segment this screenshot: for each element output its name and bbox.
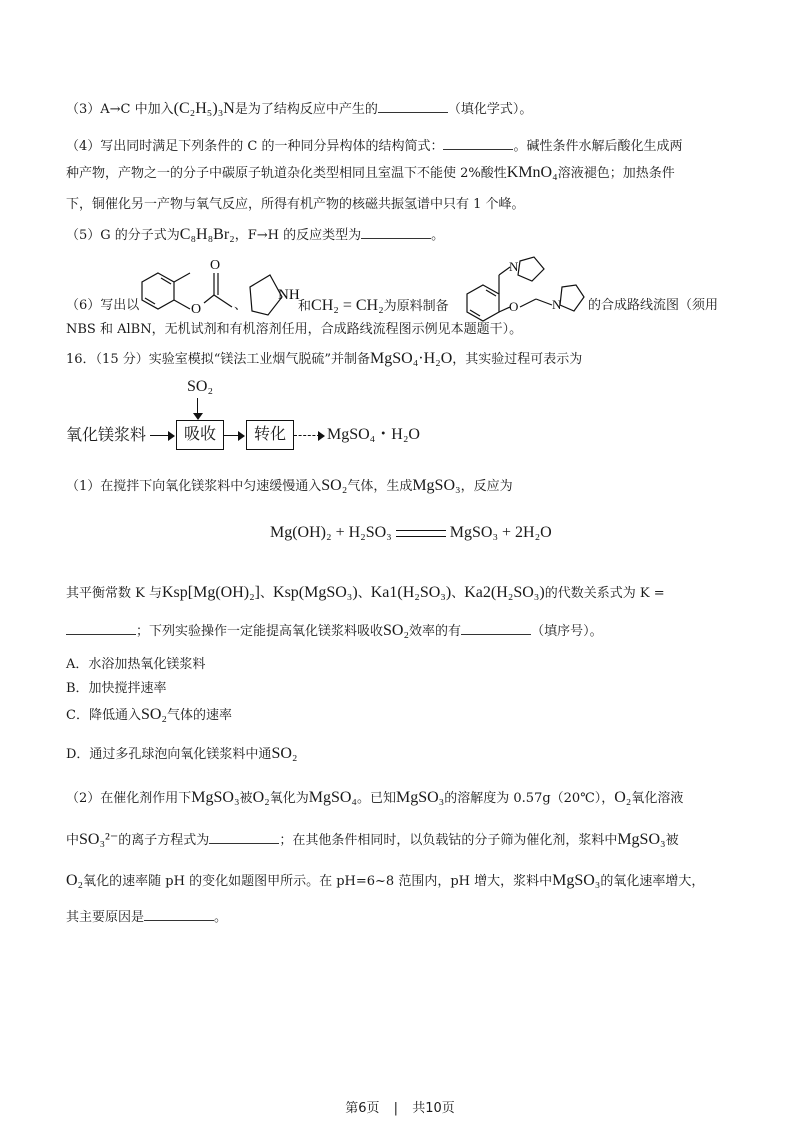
p2-text-b: 被 bbox=[239, 791, 253, 806]
page-total: 共10页 bbox=[412, 1101, 455, 1116]
o2-formula: O₂ bbox=[252, 789, 270, 806]
p2-text-i: ；在其他条件相同时，以负载钴的分子筛为催化剂，浆料中 bbox=[279, 833, 618, 848]
equation-left: Mg(OH)₂ + H₂SO₃ bbox=[270, 524, 392, 541]
q3-answer-blank[interactable] bbox=[378, 100, 448, 113]
q16-p1-text-a: （1）在搅拌下向氧化镁浆料中匀速缓慢通入 bbox=[66, 479, 322, 494]
p2-text-l: 的氧化速率增大， bbox=[600, 874, 705, 889]
ksp-mg-oh2: Ksp[Mg(OH)₂] bbox=[161, 584, 260, 601]
q16-k-line bbox=[66, 584, 665, 603]
q6-text-a: （6）写出以 bbox=[66, 298, 140, 313]
q6-and: 和 bbox=[298, 299, 312, 314]
ksp-mgso3: Ksp(MgSO₃) bbox=[273, 584, 358, 601]
target-n-atom-1: N bbox=[509, 259, 519, 274]
k-sep-2: 、 bbox=[357, 586, 371, 601]
p2-text-c: 氧化为 bbox=[269, 791, 309, 806]
q4-text-2a: 种产物，产物之一的分子中碳原子轨道杂化类型相同且室温下不能使 2%酸性 bbox=[66, 166, 507, 181]
flow-dashed-arrow bbox=[294, 435, 320, 436]
q5-text-b: ，F→H 的反应类型为 bbox=[234, 228, 362, 243]
flow-arrowhead-2 bbox=[238, 431, 245, 441]
mgso3-formula-2: MgSO₃ bbox=[191, 789, 240, 806]
q16-intro-b: ，其实验过程可表示为 bbox=[452, 352, 583, 367]
q3-text-a: A→C 中加入 bbox=[100, 102, 174, 117]
p2-text-m: 其主要原因是 bbox=[66, 910, 145, 925]
so2-formula-4: SO₂ bbox=[271, 745, 298, 762]
so2-formula-2: SO₂ bbox=[383, 622, 410, 639]
q6-tail bbox=[588, 297, 718, 315]
q16-p1-text-c: ，反应为 bbox=[460, 479, 513, 494]
ka1-h2so3: Ka1(H₂SO₃) bbox=[370, 584, 452, 601]
equation-right: MgSO₃ + 2H₂O bbox=[449, 524, 552, 541]
p2-text-f: 氧化溶液 bbox=[631, 791, 684, 806]
ionic-equation-blank[interactable] bbox=[209, 831, 279, 844]
ethylene-formula: CH₂ = CH₂ bbox=[311, 297, 384, 314]
so2-formula-3: SO₂ bbox=[140, 706, 167, 723]
q16-intro bbox=[66, 350, 582, 369]
mgso3-formula: MgSO₃ bbox=[412, 477, 461, 494]
q16-intro-a: 16．（15 分）实验室模拟“镁法工业烟气脱硫”并制备 bbox=[66, 352, 371, 367]
pyrrolidine-nh: NH bbox=[278, 287, 300, 303]
q16-k-line-2 bbox=[66, 622, 603, 641]
flow-so2-arrowhead bbox=[193, 413, 203, 420]
flow-feed-label: 氧化镁浆料 bbox=[66, 425, 147, 444]
k-sep-1: 、 bbox=[260, 586, 274, 601]
o-cresyl-acetate-structure bbox=[142, 273, 232, 309]
so3-ion-formula: SO₃²⁻ bbox=[79, 831, 119, 848]
q16-p1-line bbox=[66, 477, 513, 496]
q4-text-1a: （4）写出同时满足下列条件的 C 的一种同分异构体的结构简式： bbox=[66, 139, 444, 154]
p2-text-a: （2）在催化剂作用下 bbox=[66, 791, 192, 806]
q6-separator: 、 bbox=[234, 298, 248, 313]
k-text-c: ；下列实验操作一定能提高氧化镁浆料吸收 bbox=[136, 624, 384, 639]
target-o-atom: O bbox=[509, 299, 519, 314]
q3-text-b: 是为了结构反应中产生的 bbox=[234, 102, 378, 117]
option-c-text-b: 气体的速率 bbox=[166, 708, 232, 723]
q6-text-2: NBS 和 AlBN，无机试剂和有机溶剂任用，合成路线流程图示例见本题题干）。 bbox=[66, 322, 523, 337]
q4-line-1 bbox=[66, 137, 683, 156]
p2-text-h: 的离子方程式为 bbox=[118, 833, 210, 848]
equation-equals bbox=[396, 530, 446, 537]
flow-arrowhead-3 bbox=[318, 431, 325, 441]
q6-text-b: 为原料制备 bbox=[383, 299, 449, 314]
q3-number: （3） bbox=[66, 102, 101, 117]
k-sep-3: 、 bbox=[451, 586, 465, 601]
flow-step-absorb: 吸收 bbox=[176, 420, 224, 450]
q5-text-c: 。 bbox=[431, 228, 445, 243]
k-text-b: 的代数关系式为 K = bbox=[544, 586, 665, 601]
flow-product-label: MgSO₄・H₂O bbox=[327, 426, 420, 443]
mgso4-formula: MgSO₄ bbox=[308, 789, 357, 806]
q3-line bbox=[66, 100, 532, 119]
mgso4-h2o-formula: MgSO₄·H₂O bbox=[370, 350, 453, 367]
o2-formula-2: O₂ bbox=[614, 789, 632, 806]
target-n-atom-2: N bbox=[552, 297, 562, 312]
footer-separator: | bbox=[393, 1101, 399, 1116]
q4-text-3: 下，铜催化另一产物与氧气反应，所得有机产物的核磁共振氢谱中只有 1 个峰。 bbox=[66, 197, 525, 212]
q5-answer-blank[interactable] bbox=[361, 226, 431, 239]
option-c-text-a: C．降低通入 bbox=[66, 708, 141, 723]
option-a: A．水浴加热氧化镁浆料 bbox=[66, 657, 206, 672]
q5-text-a: （5）G 的分子式为 bbox=[66, 228, 180, 243]
so2-formula: SO₂ bbox=[321, 477, 348, 494]
q16-p1-text-b: 气体，生成 bbox=[347, 479, 413, 494]
k-text-e: （填序号）。 bbox=[531, 624, 603, 639]
q6-he bbox=[298, 297, 449, 316]
option-c bbox=[66, 706, 232, 725]
reaction-equation bbox=[270, 524, 552, 542]
g-molecular-formula: C₈H₈Br₂ bbox=[179, 226, 235, 243]
q4-text-1b: 。碱性条件水解后酸化生成两 bbox=[513, 139, 683, 154]
q3-reagent-formula: (C₂H₅)₃N bbox=[173, 100, 235, 117]
p2-text-n: 。 bbox=[214, 910, 228, 925]
option-d bbox=[66, 745, 297, 764]
q4-answer-blank[interactable] bbox=[443, 137, 513, 150]
ester-o-atom: O bbox=[191, 302, 202, 317]
reason-answer-blank[interactable] bbox=[144, 908, 214, 921]
q4-text-2b: 溶液褪色；加热条件 bbox=[557, 166, 675, 181]
flow-step-convert: 转化 bbox=[246, 420, 294, 450]
ka2-h2so3: Ka2(H₂SO₃) bbox=[464, 584, 545, 601]
option-b: B．加快搅拌速率 bbox=[66, 681, 167, 696]
flow-arrow-1 bbox=[150, 435, 170, 436]
q6-line-1 bbox=[66, 297, 139, 315]
p2-text-e: 的溶解度为 0.57g（20℃）， bbox=[444, 791, 615, 806]
o2-formula-3: O₂ bbox=[66, 872, 84, 889]
carbonyl-o-atom: O bbox=[210, 258, 221, 273]
q16-p2-line-1 bbox=[66, 789, 683, 808]
p2-text-k: 氧化的速率随 pH 的变化如题图甲所示。在 pH=6~8 范围内，pH 增大，浆料中 bbox=[83, 874, 553, 889]
mgso3-formula-3: MgSO₃ bbox=[396, 789, 445, 806]
mgso3-formula-5: MgSO₃ bbox=[552, 872, 601, 889]
q4-line-2 bbox=[66, 164, 675, 183]
k-text-d: 效率的有 bbox=[409, 624, 462, 639]
p2-text-d: 。已知 bbox=[356, 791, 396, 806]
p2-text-g: 中 bbox=[66, 833, 80, 848]
q4-line-3 bbox=[66, 196, 525, 214]
flow-so2-label: SO₂ bbox=[187, 378, 214, 395]
target-molecule-structure bbox=[467, 257, 584, 321]
q6-line-2 bbox=[66, 321, 522, 339]
q3-text-c: （填化学式）。 bbox=[447, 102, 533, 117]
flow-arrowhead-1 bbox=[168, 431, 175, 441]
q16-p2-line-3 bbox=[66, 872, 704, 891]
k-text-a: 其平衡常数 K 与 bbox=[66, 586, 162, 601]
page-footer bbox=[0, 1097, 800, 1116]
q6-text-c: 的合成路线流图（须用 bbox=[588, 298, 719, 313]
mgso3-formula-4: MgSO₃ bbox=[617, 831, 666, 848]
q6-sep bbox=[234, 297, 247, 315]
q5-line bbox=[66, 226, 444, 245]
kmno4-formula: KMnO₄ bbox=[506, 164, 558, 181]
q16-p2-line-4 bbox=[66, 908, 227, 927]
page-number: 第6页 bbox=[345, 1101, 380, 1116]
q16-p2-line-2 bbox=[66, 831, 679, 850]
p2-text-j: 被 bbox=[665, 833, 679, 848]
options-answer-blank[interactable] bbox=[461, 622, 531, 635]
option-d-text: D．通过多孔球泡向氧化镁浆料中通 bbox=[66, 747, 272, 762]
k-expression-blank[interactable] bbox=[66, 622, 136, 635]
